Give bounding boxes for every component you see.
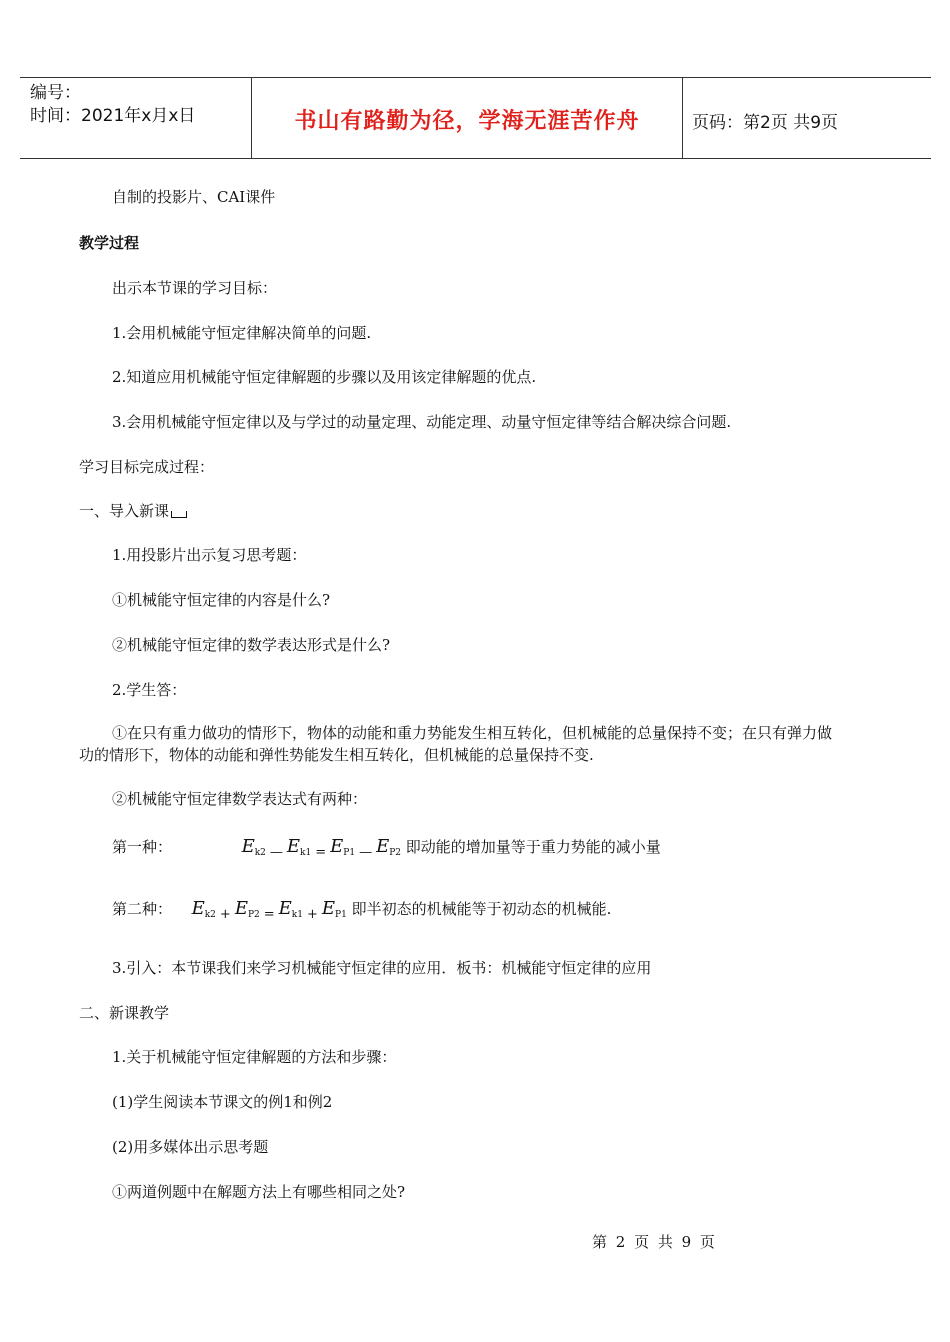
formula-term: E — [321, 898, 336, 919]
formula-explanation: 即半初态的机械能等于初动态的机械能. — [351, 900, 612, 918]
section-heading: 教学过程 — [79, 234, 140, 252]
page-header — [20, 77, 931, 159]
section-heading-new-lesson: 二、新课教学 — [79, 1004, 170, 1022]
formula-term: E — [330, 836, 344, 857]
formula-second-form — [112, 898, 611, 922]
document-number-label: 编号： — [30, 83, 81, 103]
paragraph: 学习目标完成过程： — [79, 458, 215, 476]
header-divider — [682, 78, 683, 158]
header-meta — [30, 82, 195, 128]
formula-label: 第一种： — [112, 838, 173, 856]
formula-subscript: P2 — [389, 848, 402, 858]
formula-subscript: k2 — [204, 910, 216, 920]
formula-term: E — [286, 836, 301, 857]
paragraph: ①两道例题中在解题方法上有哪些相同之处? — [112, 1183, 406, 1201]
header-page-label: 页码：第2页 共9页 — [692, 113, 839, 133]
paragraph: 1.会用机械能守恒定律解决简单的问题. — [112, 324, 372, 342]
formula-term: E — [241, 836, 255, 857]
paragraph: 自制的投影片、CAI课件 — [112, 188, 276, 206]
paragraph: 1.关于机械能守恒定律解题的方法和步骤： — [112, 1048, 397, 1066]
formula-term: E — [376, 836, 390, 857]
page-footer: 第 2 页 共 9 页 — [592, 1233, 715, 1251]
formula-subscript: k1 — [300, 848, 312, 858]
section-heading-intro — [79, 501, 187, 521]
paragraph: 3.引入：本节课我们来学习机械能守恒定律的应用．板书：机械能守恒定律的应用 — [112, 959, 652, 977]
formula-operator: — — [359, 845, 373, 860]
formula-operator: = — [315, 845, 327, 860]
formula-explanation: 即动能的增加量等于重力势能的减小量 — [405, 838, 661, 856]
paragraph: 2.学生答： — [112, 681, 187, 699]
formula-subscript: k1 — [291, 910, 303, 920]
paragraph: ①机械能守恒定律的内容是什么? — [112, 591, 331, 609]
paragraph: ②机械能守恒定律的数学表达形式是什么? — [112, 636, 391, 654]
paragraph: 1.用投影片出示复习思考题： — [112, 546, 307, 564]
paragraph: ②机械能守恒定律数学表达式有两种： — [112, 790, 368, 808]
formula-subscript: k2 — [254, 848, 266, 858]
formula-operator: — — [269, 845, 283, 860]
paragraph: ①在只有重力做功的情形下，物体的动能和重力势能发生相互转化，但机械能的总量保持不变；在只有弹力做功的情形下，物体的动能和弹性势能发生相互转化，但机械能的总量保持不变. — [79, 724, 833, 764]
formula-term: E — [191, 898, 205, 919]
text-cursor-mark — [171, 511, 187, 518]
formula-subscript: P1 — [343, 848, 356, 858]
paragraph: 3.会用机械能守恒定律以及与学过的动量定理、动能定理、动量守恒定律等结合解决综合问题. — [112, 413, 732, 431]
paragraph: (1)学生阅读本节课文的例1和例2 — [112, 1093, 333, 1111]
formula-subscript: P1 — [335, 910, 347, 920]
formula-term: E — [234, 898, 248, 919]
paragraph: 2.知道应用机械能守恒定律解题的步骤以及用该定律解题的优点. — [112, 368, 537, 386]
formula-operator: + — [219, 907, 231, 922]
formula-subscript: P2 — [247, 910, 260, 920]
section-heading-text: 一、导入新课 — [79, 502, 170, 520]
formula-first-form — [112, 836, 661, 860]
formula-operator: = — [263, 907, 275, 922]
header-motto: 书山有路勤为径，学海无涯苦作舟 — [294, 109, 640, 134]
paragraph: (2)用多媒体出示思考题 — [112, 1138, 269, 1156]
formula-term: E — [278, 898, 292, 919]
formula-label: 第二种： — [112, 900, 173, 918]
formula-operator: + — [306, 907, 318, 922]
document-time-label: 时间：2021年x月x日 — [30, 106, 196, 126]
paragraph: 出示本节课的学习目标： — [112, 279, 278, 297]
